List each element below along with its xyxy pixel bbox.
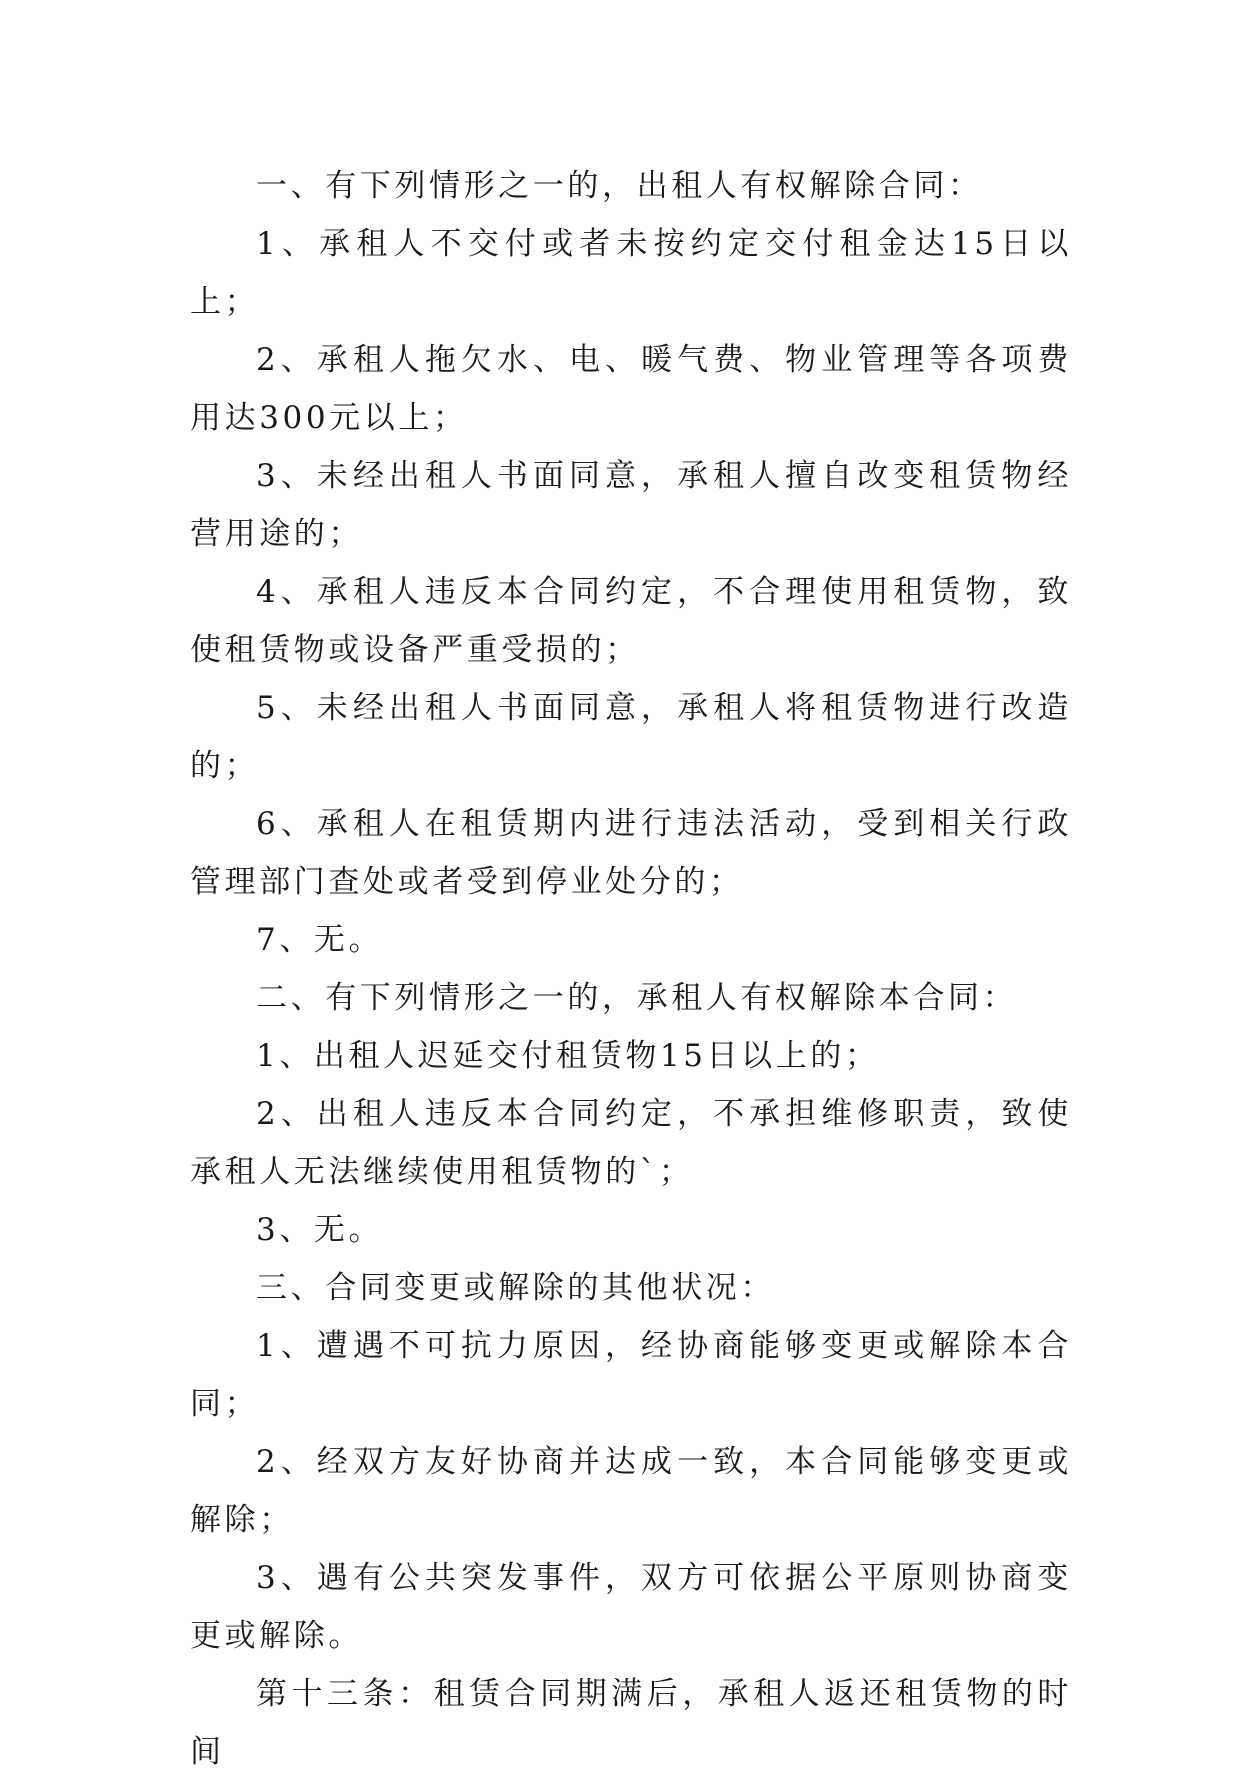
clause-item: 2、经双方友好协商并达成一致，本合同能够变更或解除； xyxy=(190,1444,1072,1538)
section-heading-2: 二、有下列情形之一的，承租人有权解除本合同： xyxy=(256,980,1018,1016)
clause-item: 4、承租人违反本合同约定，不合理使用租赁物，致使租赁物或设备严重受损的； xyxy=(190,574,1072,668)
clause-item: 2、承租人拖欠水、电、暖气费、物业管理等各项费用达300元以上； xyxy=(190,342,1072,436)
clause-item: 3、未经出租人书面同意，承租人擅自改变租赁物经营用途的； xyxy=(190,458,1072,552)
clause-item: 7、无。 xyxy=(256,922,384,958)
clause-item: 2、出租人违反本合同约定，不承担维修职责，致使承租人无法继续使用租赁物的`； xyxy=(190,1096,1072,1190)
section-heading-3: 三、合同变更或解除的其他状况： xyxy=(256,1270,775,1306)
clause-item: 1、承租人不交付或者未按约定交付租金达15日以上； xyxy=(190,226,1072,320)
clause-item: 6、承租人在租赁期内进行违法活动，受到相关行政管理部门查处或者受到停业处分的； xyxy=(190,806,1072,900)
document-body xyxy=(190,157,1072,1781)
section-heading-1: 一、有下列情形之一的，出租人有权解除合同： xyxy=(256,168,983,204)
clause-item: 3、遇有公共突发事件，双方可依据公平原则协商变更或解除。 xyxy=(190,1560,1072,1654)
clause-item: 1、遭遇不可抗力原因，经协商能够变更或解除本合同； xyxy=(190,1328,1072,1422)
clause-item: 1、出租人迟延交付租赁物15日以上的； xyxy=(256,1038,880,1074)
clause-item: 5、未经出租人书面同意，承租人将租赁物进行改造的； xyxy=(190,690,1072,784)
clause-item: 3、无。 xyxy=(256,1212,384,1248)
article-13-heading: 第十三条：租赁合同期满后，承租人返还租赁物的时间 xyxy=(190,1676,1072,1770)
